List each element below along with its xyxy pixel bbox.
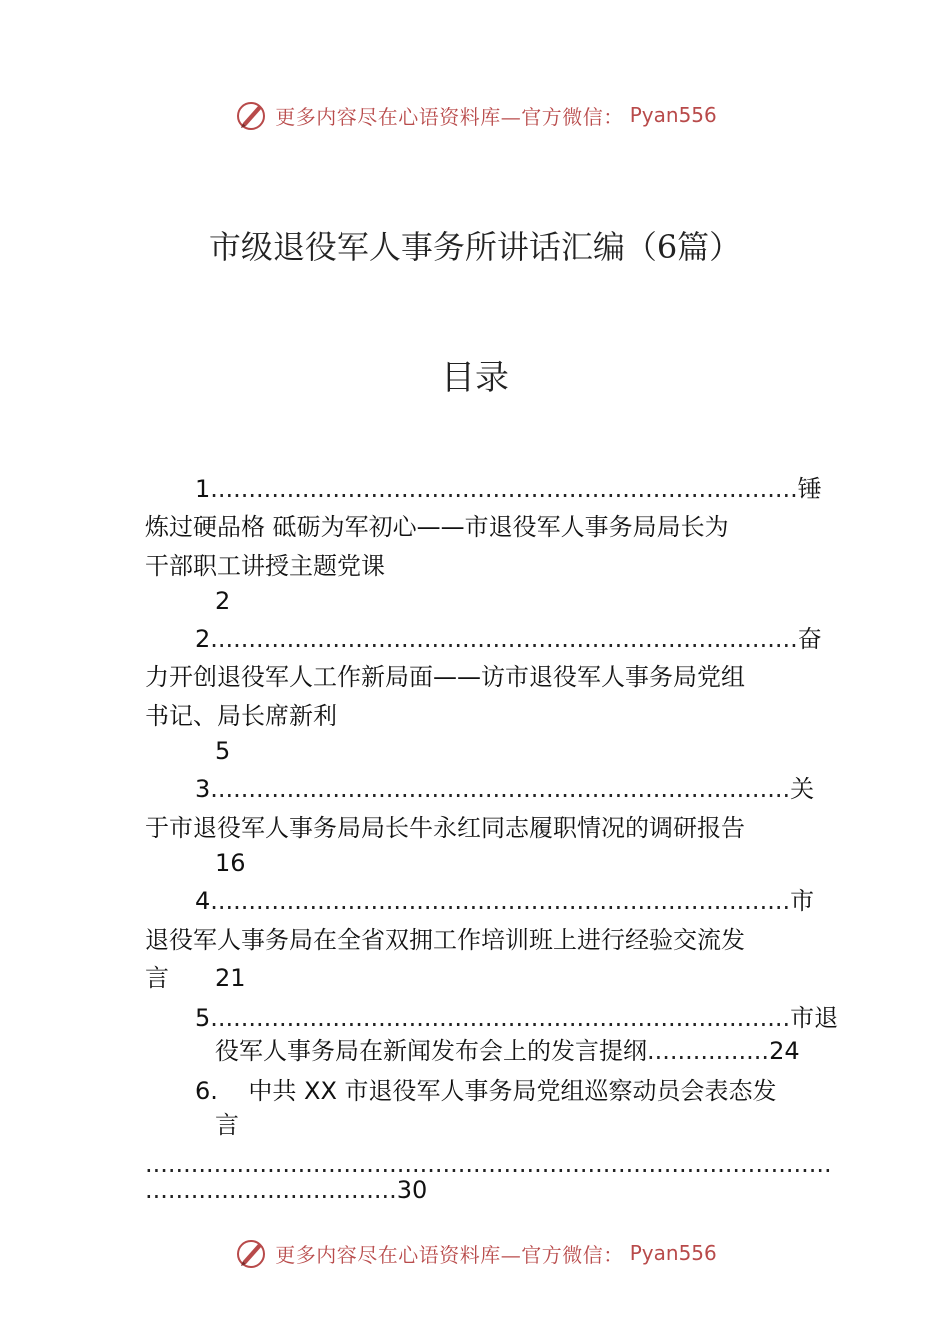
banner-text: 更多内容尽在心语资料库—官方微信： xyxy=(275,1242,624,1267)
toc-entry-text: 干部职工讲授主题党课 xyxy=(145,552,385,580)
toc-entry-page: 24 xyxy=(769,1037,800,1065)
toc-entry-page: 30 xyxy=(396,1176,428,1204)
toc-entry-text: 于市退役军人事务局局长牛永红同志履职情况的调研报告 xyxy=(145,814,745,842)
toc-entry-6[interactable] xyxy=(195,1076,777,1106)
toc-entry-text: 锤 xyxy=(797,475,822,503)
toc-entry-text: 市退 xyxy=(790,1004,839,1032)
toc-entry-1[interactable]: 1.............................................................................锤 xyxy=(195,475,822,503)
toc-entry-page: 16 xyxy=(215,849,246,877)
banner-wechat-id: Pyan556 xyxy=(629,1241,717,1265)
toc-entry-number: 1 xyxy=(195,475,211,503)
toc-entry-text: 书记、局长席新利 xyxy=(145,702,337,730)
toc-entry-2[interactable]: 2.............................................................................奋 xyxy=(195,625,822,653)
toc-entry-number: 2 xyxy=(195,625,211,653)
toc-entry-page: 21 xyxy=(215,964,246,992)
toc-entry-text: 役军人事务局在新闻发布会上的发言提纲 xyxy=(215,1037,647,1065)
toc-entry-text: 力开创退役军人工作新局面——访市退役军人事务局党组 xyxy=(145,663,745,691)
toc-entry-page: 5 xyxy=(215,737,231,765)
toc-entry-6-page-line: .................................30 xyxy=(145,1176,428,1204)
toc-leader-dots: .......................................................................................... xyxy=(145,1150,832,1178)
toc-entry-page: 2 xyxy=(215,587,231,615)
toc-entry-number: 5 xyxy=(195,1004,211,1032)
toc-entry-text: 中共 XX 市退役军人事务局党组巡察动员会表态发 xyxy=(248,1077,777,1105)
toc-entry-text: 言 xyxy=(215,1111,239,1139)
toc-entry-text: 关 xyxy=(790,775,815,803)
toc-entry-text: 市 xyxy=(790,887,815,915)
toc-entry-number: 4 xyxy=(195,887,211,915)
toc-entry-5[interactable]: 5............................................................................市退 xyxy=(195,1004,839,1032)
toc-entry-5-line2: 役军人事务局在新闻发布会上的发言提纲................24 xyxy=(215,1037,800,1065)
banner-wechat-id: Pyan556 xyxy=(629,103,717,127)
toc-entry-text: 炼过硬品格 砥砺为军初心——市退役军人事务局局长为 xyxy=(145,513,729,541)
toc-entry-text: 奋 xyxy=(797,625,822,653)
footer-banner xyxy=(0,1233,950,1273)
toc-entry-number: 3 xyxy=(195,775,211,803)
toc-entry-4[interactable]: 4............................................................................市 xyxy=(195,887,815,915)
toc-entry-text: 退役军人事务局在全省双拥工作培训班上进行经验交流发 xyxy=(145,926,745,954)
toc-heading: 目录 xyxy=(441,358,509,398)
toc-entry-text: 言 xyxy=(145,964,169,992)
toc-entry-number: 6. xyxy=(195,1077,218,1105)
document-title: 市级退役军人事务所讲话汇编（6篇） xyxy=(208,228,742,266)
pen-logo-icon xyxy=(233,1235,269,1271)
banner-text: 更多内容尽在心语资料库—官方微信： xyxy=(275,104,624,129)
toc-entry-3[interactable]: 3............................................................................关 xyxy=(195,775,815,803)
